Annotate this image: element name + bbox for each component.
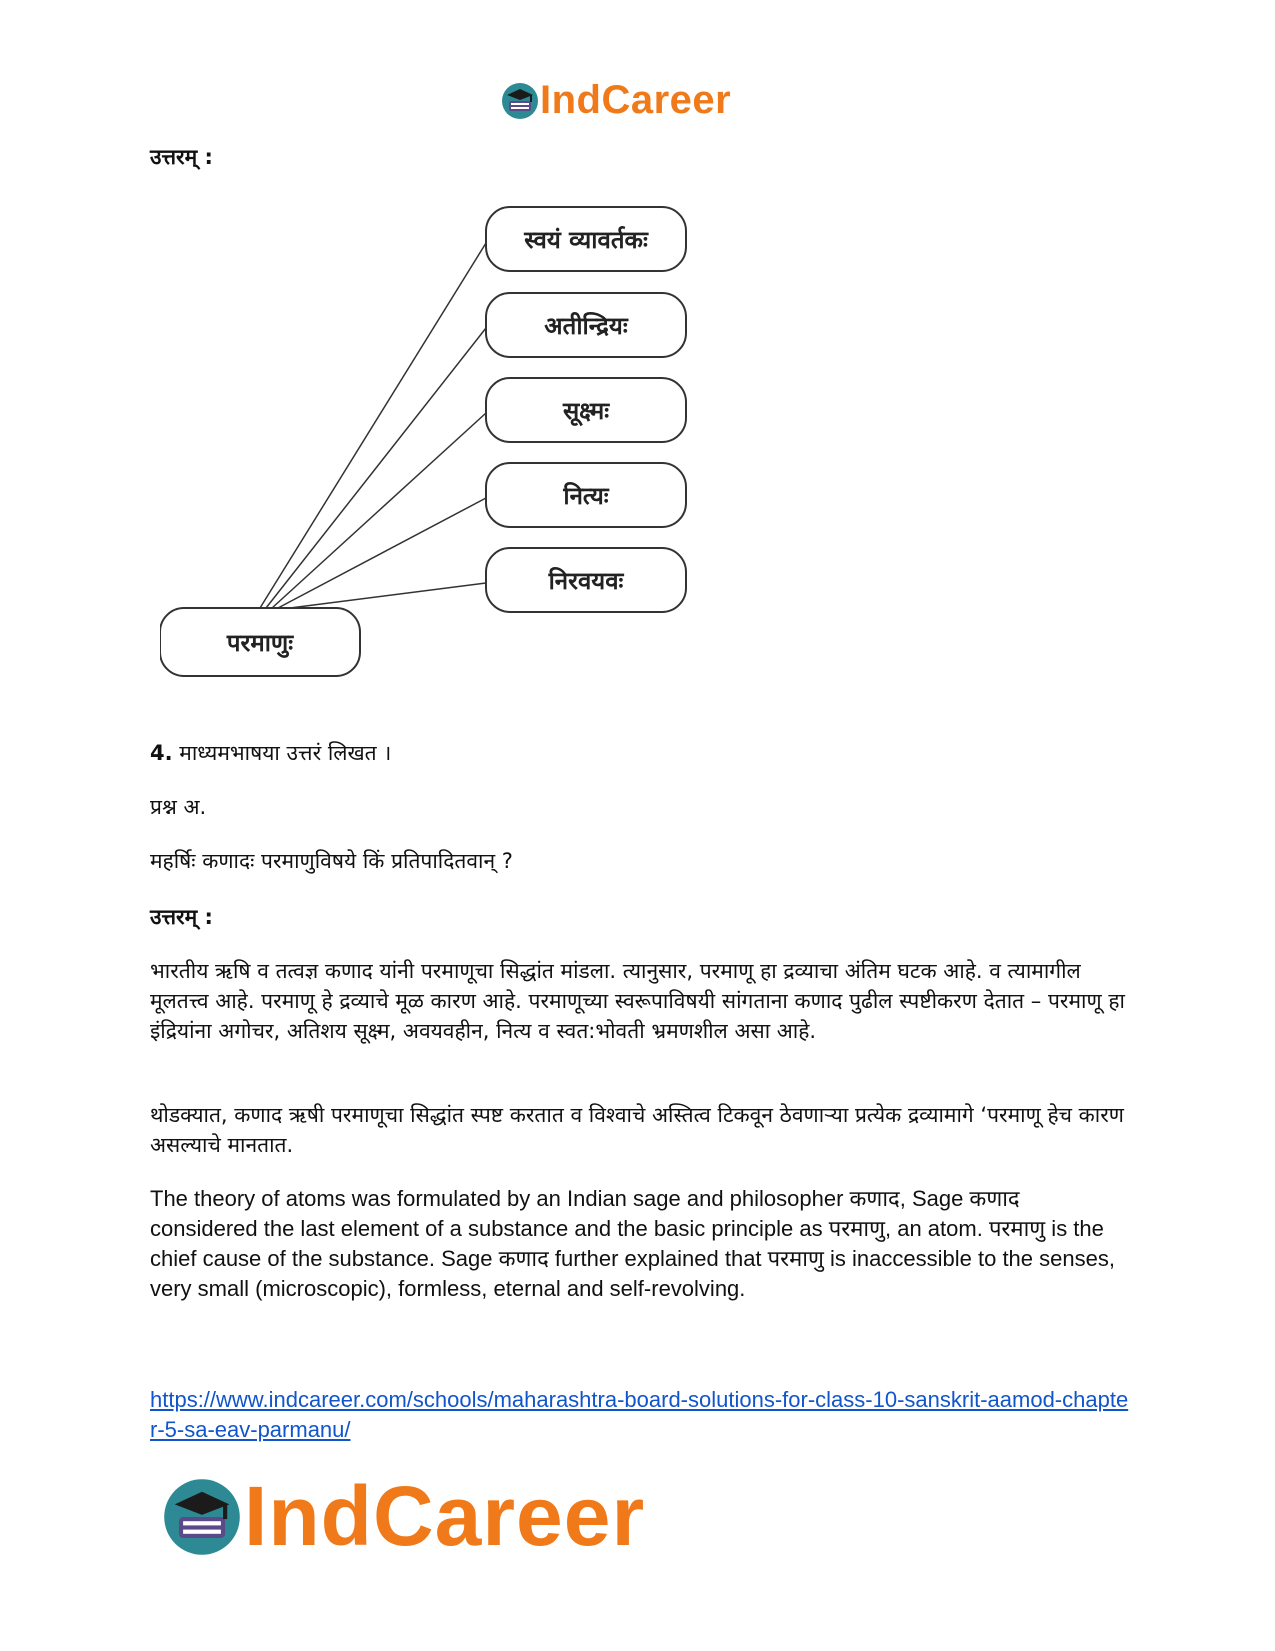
branch-label: अतीन्द्रियः	[544, 312, 628, 340]
footer-logo-text: IndCareer	[244, 1469, 646, 1563]
question-text: महर्षिः कणादः परमाणुविषये किं प्रतिपादितवान् ?	[150, 849, 513, 873]
branch-label: सूक्ष्मः	[562, 397, 610, 425]
graduation-cap-book-icon	[160, 1475, 244, 1559]
answer-paragraph-marathi-2: थोडक्यात, कणाद ऋषी परमाणूचा सिद्धांत स्पष्ट करतात व विश्वाचे अस्तित्व टिकवून ठेवणाऱ्या प्रत्येक द्रव्यामागे ‘परमाणू हेच कारण असल्याचे मानतात.	[150, 1103, 1124, 1157]
answer-label: उत्तरम् :	[150, 145, 213, 169]
answer-label: उत्तरम् :	[150, 905, 213, 929]
header-logo	[500, 78, 731, 123]
answer-paragraph-english: The theory of atoms was formulated by an Indian sage and philosopher कणाद, Sage कणाद considered the last element of a substance and the basic principle as परमाणु, an atom. परमाणु is the chief cause of the substance. Sage कणाद further explained that परमाणु is inaccessible to the senses, very small (microscopic), formless, eternal and self-revolving.	[150, 1186, 1115, 1301]
header-logo-text: IndCareer	[540, 78, 732, 122]
source-link[interactable]: https://www.indcareer.com/schools/maharashtra-board-solutions-for-class-10-sanskrit-aamod-chapter-5-sa-eav-parmanu/	[150, 1387, 1129, 1442]
branch-label: नित्यः	[563, 482, 609, 510]
question-label: प्रश्न अ.	[150, 795, 207, 819]
branch-label: स्वयं व्यावर्तकः	[524, 226, 648, 254]
branch-label: निरवयवः	[548, 567, 624, 595]
question-number: 4.	[150, 741, 173, 765]
center-label: परमाणुः	[226, 629, 294, 657]
graduation-cap-book-icon	[500, 81, 540, 121]
question-4-text: माध्यमभाषया उत्तरं लिखत ।	[179, 741, 392, 765]
answer-paragraph-marathi-1: भारतीय ऋषि व तत्वज्ञ कणाद यांनी परमाणूचा सिद्धांत मांडला. त्यानुसार, परमाणू हा द्रव्याचा अंतिम घटक आहे. व त्यामागील मूलतत्त्व आहे. परमाणू हे द्रव्याचे मूळ कारण आहे. परमाणूच्या स्वरूपाविषयी सांगताना कणाद पुढील स्पष्टीकरण देतात – परमाणू हा इंद्रियांना अगोचर, अतिशय सूक्ष्म, अवयवहीन, नित्य व स्वत:भोवती भ्रमणशील असा आहे.	[150, 959, 1125, 1043]
question-4-heading	[150, 738, 1130, 768]
footer-logo	[160, 1468, 645, 1565]
parmanu-diagram	[160, 205, 720, 710]
